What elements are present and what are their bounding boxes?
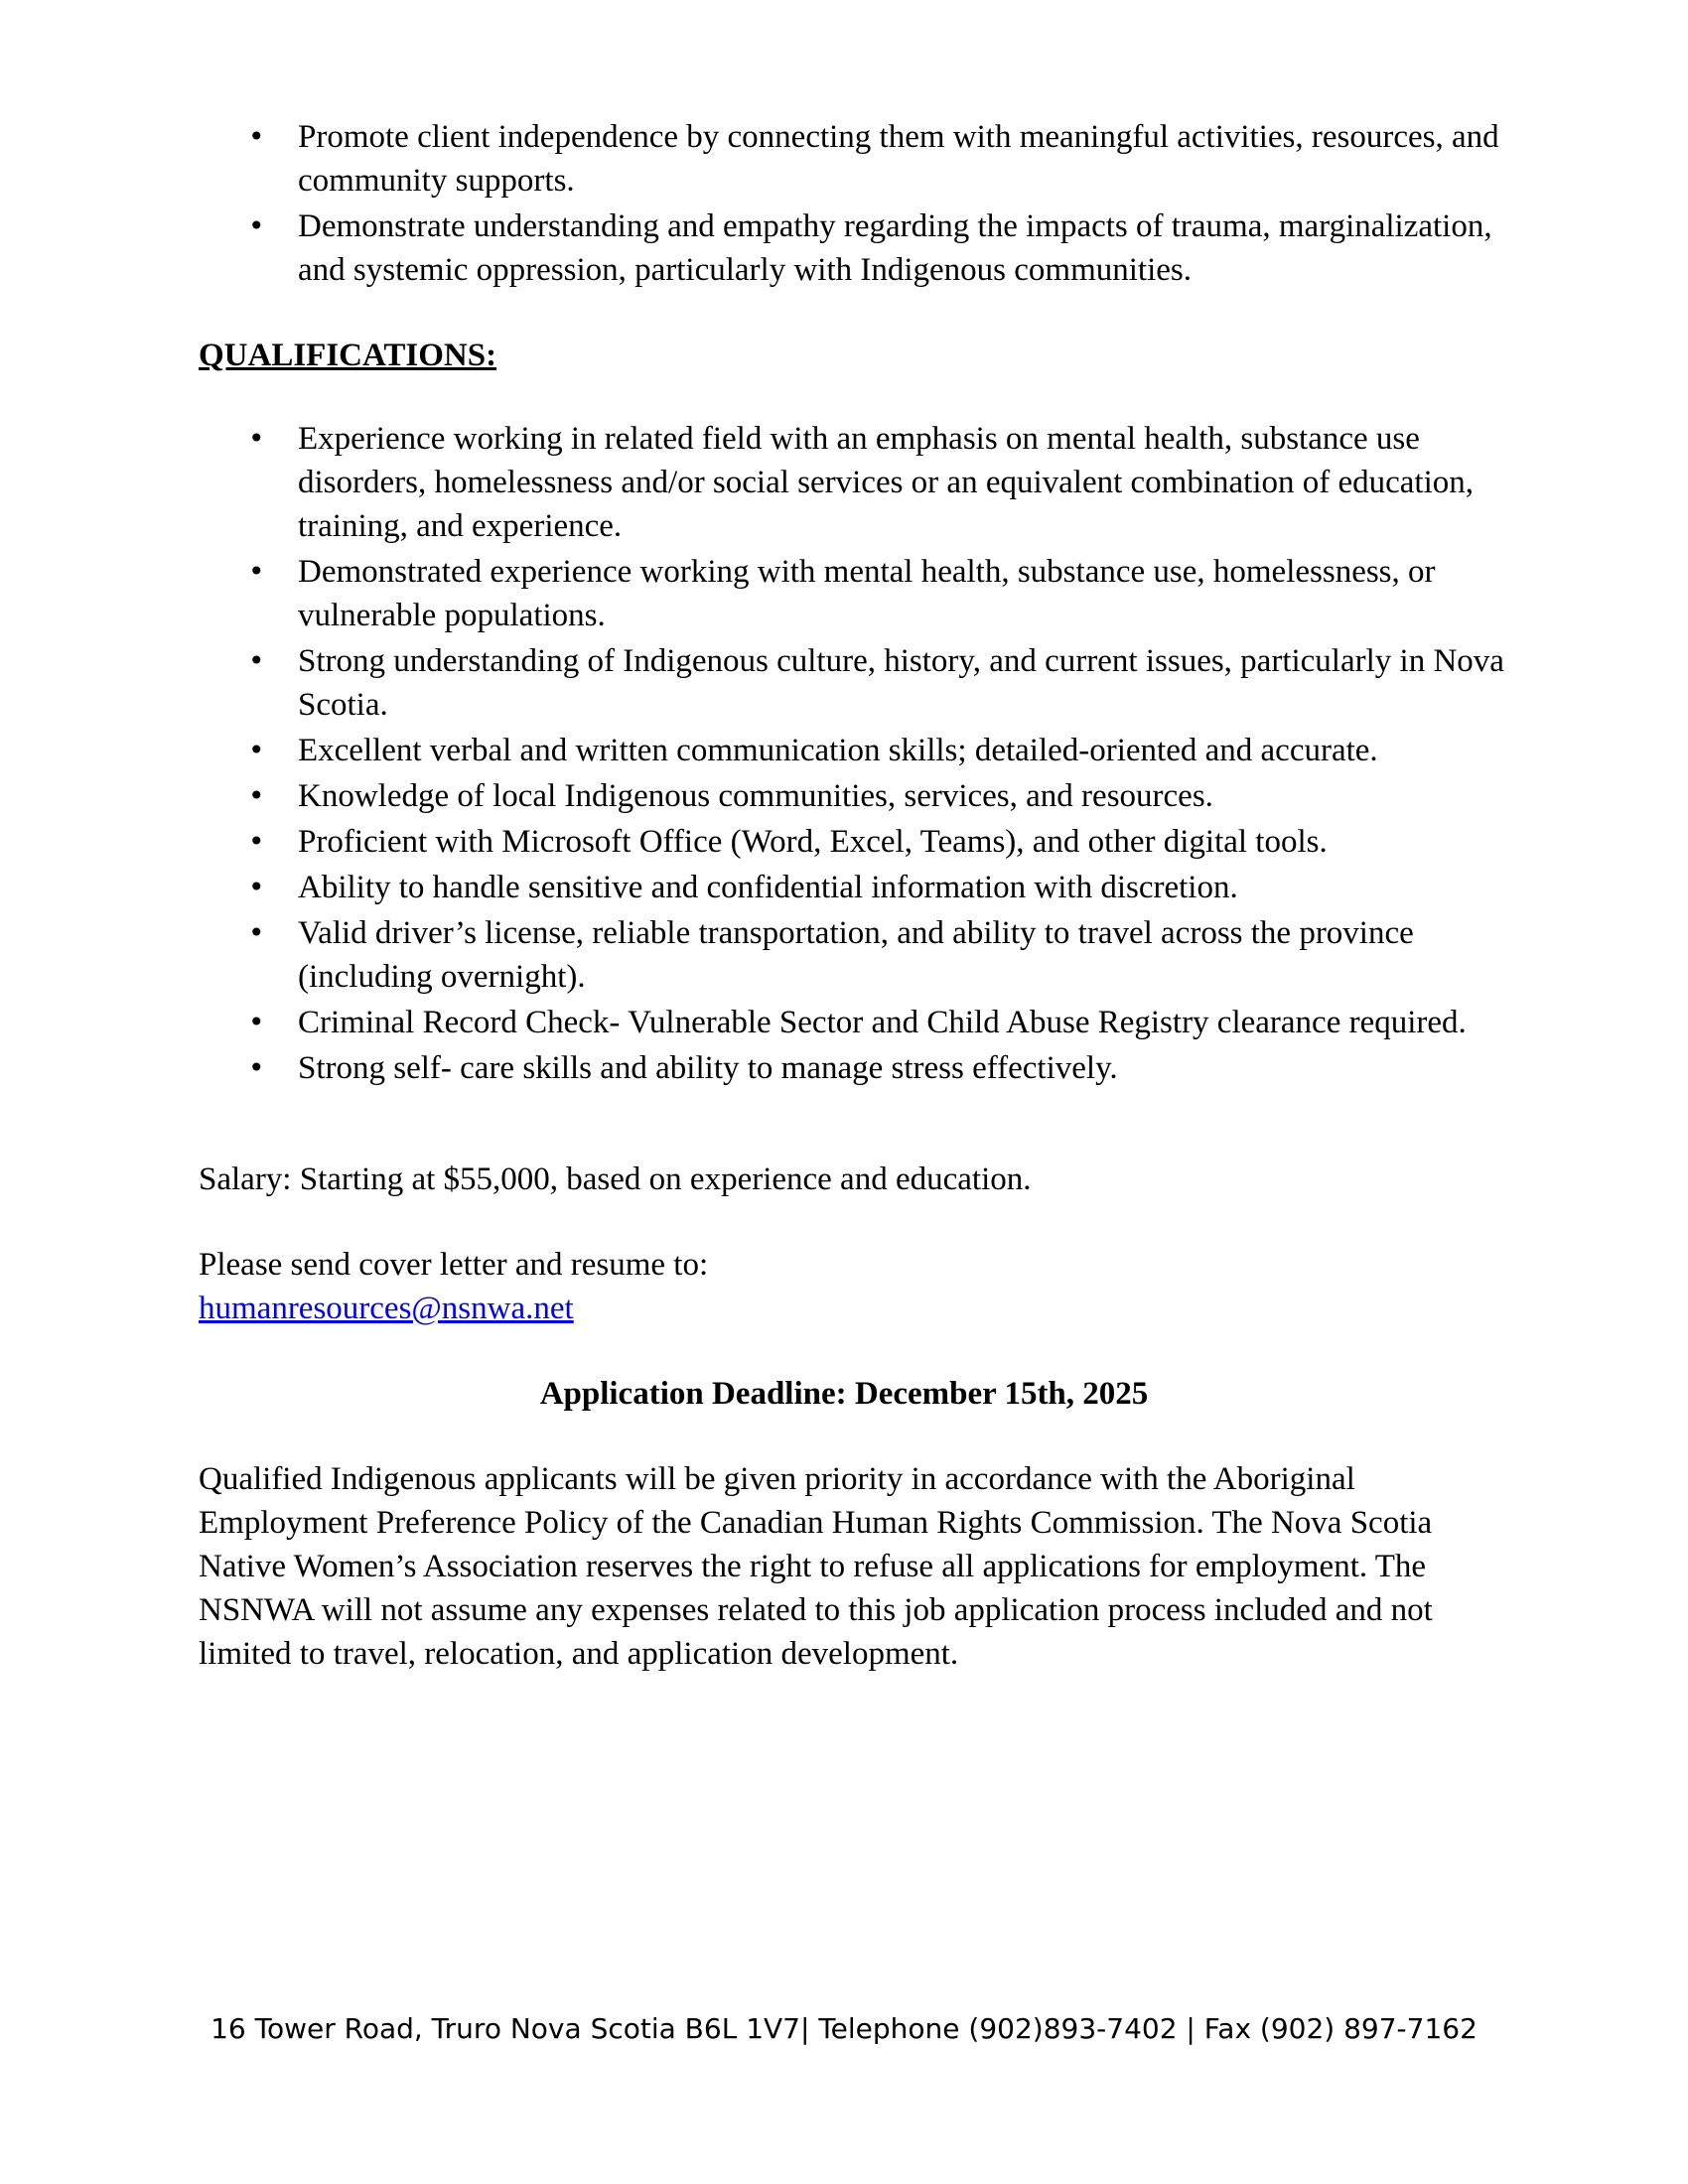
list-item: • Criminal Record Check- Vulnerable Sector and Child Abuse Registry clearance required. bbox=[199, 1001, 1519, 1044]
list-item: • Demonstrate understanding and empathy regarding the impacts of trauma, marginalization, and systemic oppression, particularly with Indigenous communities. bbox=[199, 205, 1519, 292]
policy-paragraph: Qualified Indigenous applicants will be given priority in accordance with the Aboriginal Employment Preference Policy of the Canadian Human Rights Commission. The Nova Scotia Native Women’s Association reserves the right to refuse all applications for employment. The NSNWA will not assume any expenses related to this job application process included and not limited to travel, relocation, and application development. bbox=[199, 1461, 1433, 1672]
page-footer: 16 Tower Road, Truro Nova Scotia B6L 1V7| Telephone (902)893-7402 | Fax (902) 897-7162 bbox=[211, 2012, 1477, 2045]
qualifications-heading: QUALIFICATIONS: bbox=[199, 338, 497, 373]
application-deadline: Application Deadline: December 15th, 2025 bbox=[539, 1376, 1149, 1412]
salary-text: Salary: Starting at $55,000, based on experience and education. bbox=[199, 1161, 1032, 1197]
list-item: • Valid driver’s license, reliable transportation, and ability to travel across the province (including overnight). bbox=[199, 911, 1519, 999]
list-item: • Ability to handle sensitive and confidential information with discretion. bbox=[199, 866, 1519, 909]
list-item: • Knowledge of local Indigenous communities, services, and resources. bbox=[199, 774, 1519, 818]
list-item: • Strong understanding of Indigenous culture, history, and current issues, particularly in Nova Scotia. bbox=[199, 639, 1519, 727]
list-item: • Promote client independence by connecting them with meaningful activities, resources, and community supports. bbox=[199, 115, 1519, 203]
list-item: • Excellent verbal and written communication skills; detailed-oriented and accurate. bbox=[199, 729, 1519, 772]
application-instructions bbox=[199, 1243, 1519, 1330]
duties-list bbox=[199, 115, 1519, 292]
list-item: • Experience working in related field with an emphasis on mental health, substance use disorders, homelessness and/or social services or an equivalent combination of education, training, and experience. bbox=[199, 417, 1519, 548]
list-item: • Strong self- care skills and ability to manage stress effectively. bbox=[199, 1046, 1519, 1090]
document-page bbox=[199, 115, 1519, 1676]
email-link[interactable]: humanresources@nsnwa.net bbox=[199, 1291, 574, 1326]
qualifications-list bbox=[199, 417, 1519, 1090]
list-item: • Demonstrated experience working with mental health, substance use, homelessness, or vulnerable populations. bbox=[199, 550, 1519, 637]
list-item: • Proficient with Microsoft Office (Word, Excel, Teams), and other digital tools. bbox=[199, 820, 1519, 864]
send-instructions: Please send cover letter and resume to: bbox=[199, 1247, 709, 1283]
